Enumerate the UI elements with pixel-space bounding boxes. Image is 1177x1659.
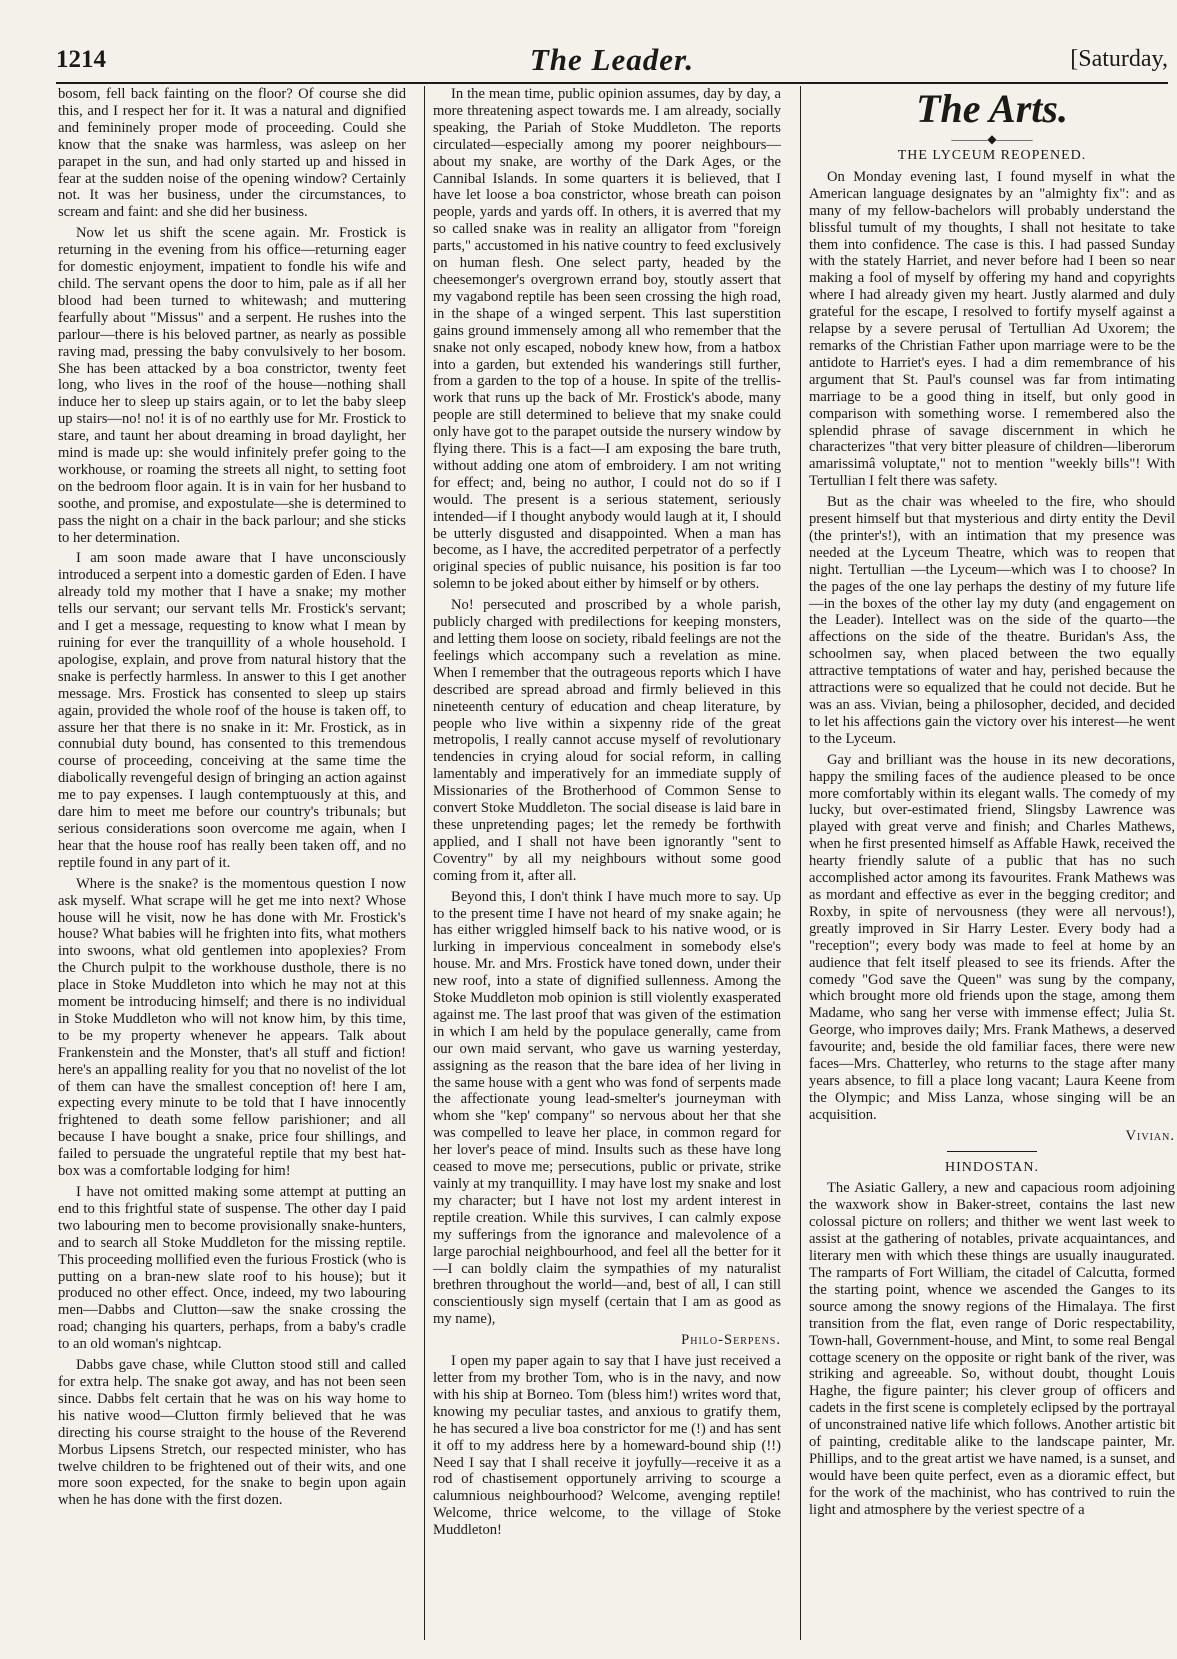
paragraph: On Monday evening last, I found myself in what the American language designates by an "almighty fix": and as many of my fellow-bachelors will probably understand the blissful tumult of my thoughts, I shall not hesitate to take them into confidence. The case is this. I had passed Sunday with the stately Harriet, and never before had I been so near making a fool of myself by offering my hand and copyrights where I had already given my heart. Justly alarmed and duly grateful for the escape, I resolved to fortify myself against a relapse by a severe perusal of Tertullian Ad Uxorem; the remarks of the Christian Father upon marriage were to be the antidote to Harriet's eyes. I had a dim remembrance of his argument that St. Paul's counsel was far from intimating marriage to be a good thing in itself, but only good in comparison with something worse. I remembered also the splendid phrase of savage discernment in which he characterizes "that very bitter pleasure of children—liberorum amarissimâ voluptate," not to mention "weekly bills"! With Tertullian I felt there was safety.	[809, 168, 1175, 490]
signature: Vivian.	[1125, 1127, 1175, 1144]
paragraph: In the mean time, public opinion assumes, day by day, a more threatening aspect towards me. I am already, socially speaking, the Pariah of Stoke Muddleton. The reports circulated—especially among my poorer neighbours—about my snake, are worthy of the Dark Ages, or the Cannibal Islands. In some quarters it is believed, that I have let loose a boa constrictor, whose breath can poison people, yards and yards off. In others, it is averred that my so called snake was in reality an alligator from "foreign parts," accustomed in his native country to feed exclusively on human flesh. One select party, headed by the cheesemonger's overgrown errand boy, stoutly assert that my vagabond reptile has been seen crossing the high road, in the shape of a winged serpent. This last superstition gains ground immensely among all who remember that the snake not only escaped, nobody knew how, from a hatbox into a garden, but extended his wanderings still further, from a garden to the top of a house. In spite of the trellis-work that runs up the back of Mr. Frostick's abode, many people are still determined to believe that my snake could only have got to the parapet outside the nursery window by flying there. This is a fact—I am exposing the bare truth, without adding one atom of embroidery. I am not writing for effect; and, being no author, I could not do so if I would. The present is a serious statement, seriously intended—if I thought anybody would laugh at it, I should be utterly disgusted and disappointed. When a man has become, as I have, the accredited perpetrator of a perfectly original species of public nuisance, his position is far too solemn to be joked about either by himself or by others.	[433, 86, 781, 593]
article-divider	[947, 1151, 1037, 1152]
signature: Philo-Serpens.	[681, 1332, 781, 1349]
column-3	[800, 86, 1175, 1640]
column-1	[58, 86, 406, 1640]
paragraph: The Asiatic Gallery, a new and capacious room adjoining the waxwork show in Baker-street, contains the last new colossal picture on rollers; and thither we went last week to assist at the gathering of notables, private acquaintances, and literary men with which these things are usually inaugurated. The ramparts of Fort William, the citadel of Calcutta, formed the starting point, whence we ascended the Ganges to its source among the snowy regions of the Himalaya. The first transition from the flat, even range of Doric respectability, Town-hall, Government-house, and Mint, to some real Bengal cottage scenery on the opposite or right bank of the river, was striking and agreeable. So, without doubt, thought Louis Haghe, the figure painter; his clever group of officers and cadets in the first scene is completely eclipsed by the portrayal of unconstrained native life which follows. Another artistic bit of painting, creditable alike to the landscape painter, Mr. Phillips, and to the great artist we have named, is a sunset, and would have been quite perfect, even as a dioramic effect, but for the work of the machinist, who has contrived to ruin the light and atmosphere by the veriest spectre of a	[809, 1180, 1175, 1518]
issue-day: [Saturday,	[1070, 46, 1168, 72]
masthead	[56, 40, 1168, 84]
paragraph: But as the chair was wheeled to the fire, who should present himself but that mysterious and dirty entity the Devil (the printer's!), with an intimation that my presence was needed at the Lyceum Theatre, which was to reopen that night. Tertullian —the Lyceum—which was I to choose? In the pages of the one lay perhaps the destiny of my future life—in the boxes of the other lay my duty (and engagement on the Leader). Intellect was on the side of the quarto—the affections on the side of the theatre. Buridan's Ass, the schoolmen say, when placed between the two equally attractive temptations of water and hay, perished because the attractions were so equalized that he could not decide. But he was an ass. Vivian, being a philosopher, decided, and decided to let his affections gain the victory over his interest—he went to the Lyceum.	[809, 494, 1175, 747]
paragraph: Now let us shift the scene again. Mr. Frostick is returning in the evening from his office—returning eager for domestic enjoyment, impatient to fondle his wife and child. The servant opens the door to him, pale as if all her blood had been turned to whitewash; and muttering fearfully about "Missus" and a serpent. He rushes into the parlour—there is his beloved partner, as nearly as possible raving mad, pressing the baby convulsively to her bosom. She has been attacked by a boa constrictor, twenty feet long, who lives in the roof of the house—nothing shall induce her to sleep up stairs again, or to let the baby sleep up stairs—no! no! it is of no earthly use for Mr. Frostick to stare, and taunt her about dreaming in broad daylight, her mind is made up: she would infinitely prefer going to the workhouse, or roaming the streets all night, to setting foot on the bedroom floor again. It is in vain for her husband to soothe, and promise, and expostulate—she is determined to pass the night on a chair in the back parlour; and she sticks to her determination.	[58, 225, 406, 546]
paragraph: Beyond this, I don't think I have much more to say. Up to the present time I have not heard of my snake again; he has either wriggled himself back to his native wood, or is lurking in impervious concealment in somebody else's house. Mr. and Mrs. Frostick have toned down, under their new roof, into a state of dignified sullenness. Among the Stoke Muddleton mob opinion is still violently exasperated against me. The last proof that was given of the estimation in which I am held by the populace generally, came from our own maid servant, who gave us warning yesterday, assigning as the reason that the bare idea of her living in the same house with a gent who was fond of serpents made the affectionate young lead-smelter's journeyman with whom she "kep' company" so nervous about her that she was compelled to leave her place, in common regard for her lover's peace of mind. Insults such as these have long ceased to move me; persecutions, public or private, strike vainly at my tranquillity. I may have lost my snake and lost my character; but I have not lost my ardent interest in reptile creation. While this survives, I can calmly expose my sufferings from the ignorance and malevolence of a large parochial neighbourhood, and feel all the better for it—I can boldly claim the sympathies of my naturalist brethren throughout the world—and, best of all, I can still conscientiously sign myself (certain that I am as good as my name),	[433, 888, 781, 1328]
paragraph: I am soon made aware that I have unconsciously introduced a serpent into a domestic garden of Eden. I have already told my mother that I have a snake; my mother tells our servant; our servant tells Mr. Frostick's servant; and I get a message, requesting to know what I mean by ruining for ever the tranquillity of a whole household. I apologise, explain, and prove from natural history that the snake is perfectly harmless. In answer to this I get another message. Mrs. Frostick has consented to sleep up stairs again, provided the whole roof of the house is taken off, to assure her that there is no snake in it: Mr. Frostick, as in connubial duty bound, has consented to this tremendous course of proceeding, conceiving at the same time the diabolically revengeful design of bringing an action against me to pay expenses. I laugh contemptuously at this, and dare him to meet me before our country's tribunals; but serious considerations soon overcome me again, when I hear that the house roof has really been taken off, and no reptile found in any part of it.	[58, 550, 406, 871]
paragraph: Where is the snake? is the momentous question I now ask myself. What scrape will he get me into next? Whose house will he visit, now he has done with Mr. Frostick's house? What babies will he frighten into fits, what mothers into swoons, what old gentlemen into apoplexies? From the Church pulpit to the workhouse dusthole, there is no place in Stoke Muddleton into which he may not at this moment be introducing himself; and there is no individual in Stoke Muddleton who will not know him, by this time, to be my property whenever he appears. Talk about Frankenstein and the Monster, that's all stuff and fiction! here's an appalling reality for you that no novelist of the lot of them can have the smallest conception of! here I am, expecting every minute to be told that I have innocently frightened to death some fellow parishioner; and all because I have bought a snake, price four shillings, and failed to persuade the ungrateful reptile that my best hat-box was a comfortable lodging for him!	[58, 875, 406, 1180]
section-heading-the-arts: The Arts.	[916, 86, 1068, 131]
paragraph: Gay and brilliant was the house in its new decorations, happy the smiling faces of the audience pleased to be once more comfortably within its elegant walls. The comedy of my lucky, but over-estimated friend, Slingsby Lawrence was played with great verve and finish; and Charles Mathews, when he first presented himself as Affable Hawk, received the hearty friendly salute of a public that has no such accomplished actor among its favourites. Frank Mathews was as mordant and effective as ever in the begging creditor; and Roxby, in spite of nervousness (they were all nervous!), greatly improved in Sir Harry Lester. Every body had a "reception"; every body was made to feel at home by an audience that felt itself pleased to see its friends. After the comedy "God save the Queen" was sung by the company, which brought more old friends upon the stage, among them Madame, who sang her verse with immense effect; Julia St. George, who improves daily; Mrs. Frank Mathews, a deserved favourite; and, beside the old familiar faces, there were new faces—Mrs. Chatterley, who returns to the stage after many years absence, to fill a place long vacant; Laura Keene from the Olympic; and Miss Lanza, whose singing will be an acquisition.	[809, 751, 1175, 1123]
article-body-hindostan	[809, 1180, 1175, 1518]
article-body-lyceum	[809, 169, 1175, 1145]
paragraph: No! persecuted and proscribed by a whole parish, publicly charged with predilections for keeping monsters, and letting them loose on society, ribald feelings are not the feelings which accompany such a revelation as mine. When I remember that the outrageous reports which I have described are spread abroad and firmly believed in this nineteenth century of education and cheap literature, by people who live within a sixpenny ride of the great metropolis, I really cannot accuse myself of revolutionary tendencies in crying aloud for social reform, in calling lamentably and imperatively for an immediate supply of Missionaries of the Brotherhood of Common Sense to convert Stoke Muddleton. The social disease is laid bare in these unpretending pages; let the remedy be forthwith applied, and I shall not have been ignorantly "sent to Coventry" by all my neighbours without some good coming from it, after all.	[433, 597, 781, 884]
page-number: 1214	[56, 46, 106, 73]
paragraph: Dabbs gave chase, while Clutton stood still and called for extra help. The snake got away, and has not been seen since. Dabbs felt certain that he was on his way home to his native wood—Clutton firmly believed that he was directing his course straight to the house of the Reverend Morbus Lipsens Stretch, our respected minister, who has twelve children to be frightened out of their wits, and one more soon expected, for the snake to begin upon again when he has done with the first dozen.	[58, 1357, 406, 1509]
article-heading-lyceum: THE LYCEUM REOPENED.	[897, 148, 1087, 163]
columns	[56, 86, 1175, 1640]
ornament-divider: ———◆———	[951, 132, 1033, 146]
column-2	[424, 86, 781, 1640]
paragraph: I open my paper again to say that I have just received a letter from my brother Tom, who is in the navy, and now with his ship at Borneo. Tom (bless him!) writes word that, knowing my peculiar tastes, and anxious to gratify them, he has secured a live boa constrictor for me (!) and has sent it off to my address here by a homeward-bound ship (!!) Need I say that I shall receive it joyfully—receive it as a rod of chastisement opportunely arriving to scourge a calumnious neighbourhood? Welcome, avenging reptile! Welcome, thrice welcome, to the village of Stoke Muddleton!	[433, 1353, 781, 1539]
article-heading-hindostan: HINDOSTAN.	[944, 1159, 1040, 1175]
paragraph: bosom, fell back fainting on the floor? Of course she did this, and I respect her for it. It was a natural and dignified and femininely proper mode of proceeding. Could she know that the snake was harmless, was asleep on her parapet in the sun, and had only started up and hissed in fear at the sudden noise of the opening window? Certainly not. It was her business, under the circumstances, to scream and faint: and she did her business.	[58, 86, 406, 221]
paragraph: I have not omitted making some attempt at putting an end to this frightful state of suspense. The other day I paid two labouring men to become provisionally snake-hunters, and to search all Stoke Muddleton for the missing reptile. This proceeding mollified even the furious Frostick (who is putting on a bran-new slate roof to his house); but it produced no other effect. Once, indeed, my two labouring men—Dabbs and Clutton—saw the snake crossing the road; changing his quarters, perhaps, from a baby's cradle to an old woman's nightcap.	[58, 1184, 406, 1353]
newspaper-page	[56, 40, 1175, 1640]
newspaper-title: The Leader.	[529, 42, 695, 77]
